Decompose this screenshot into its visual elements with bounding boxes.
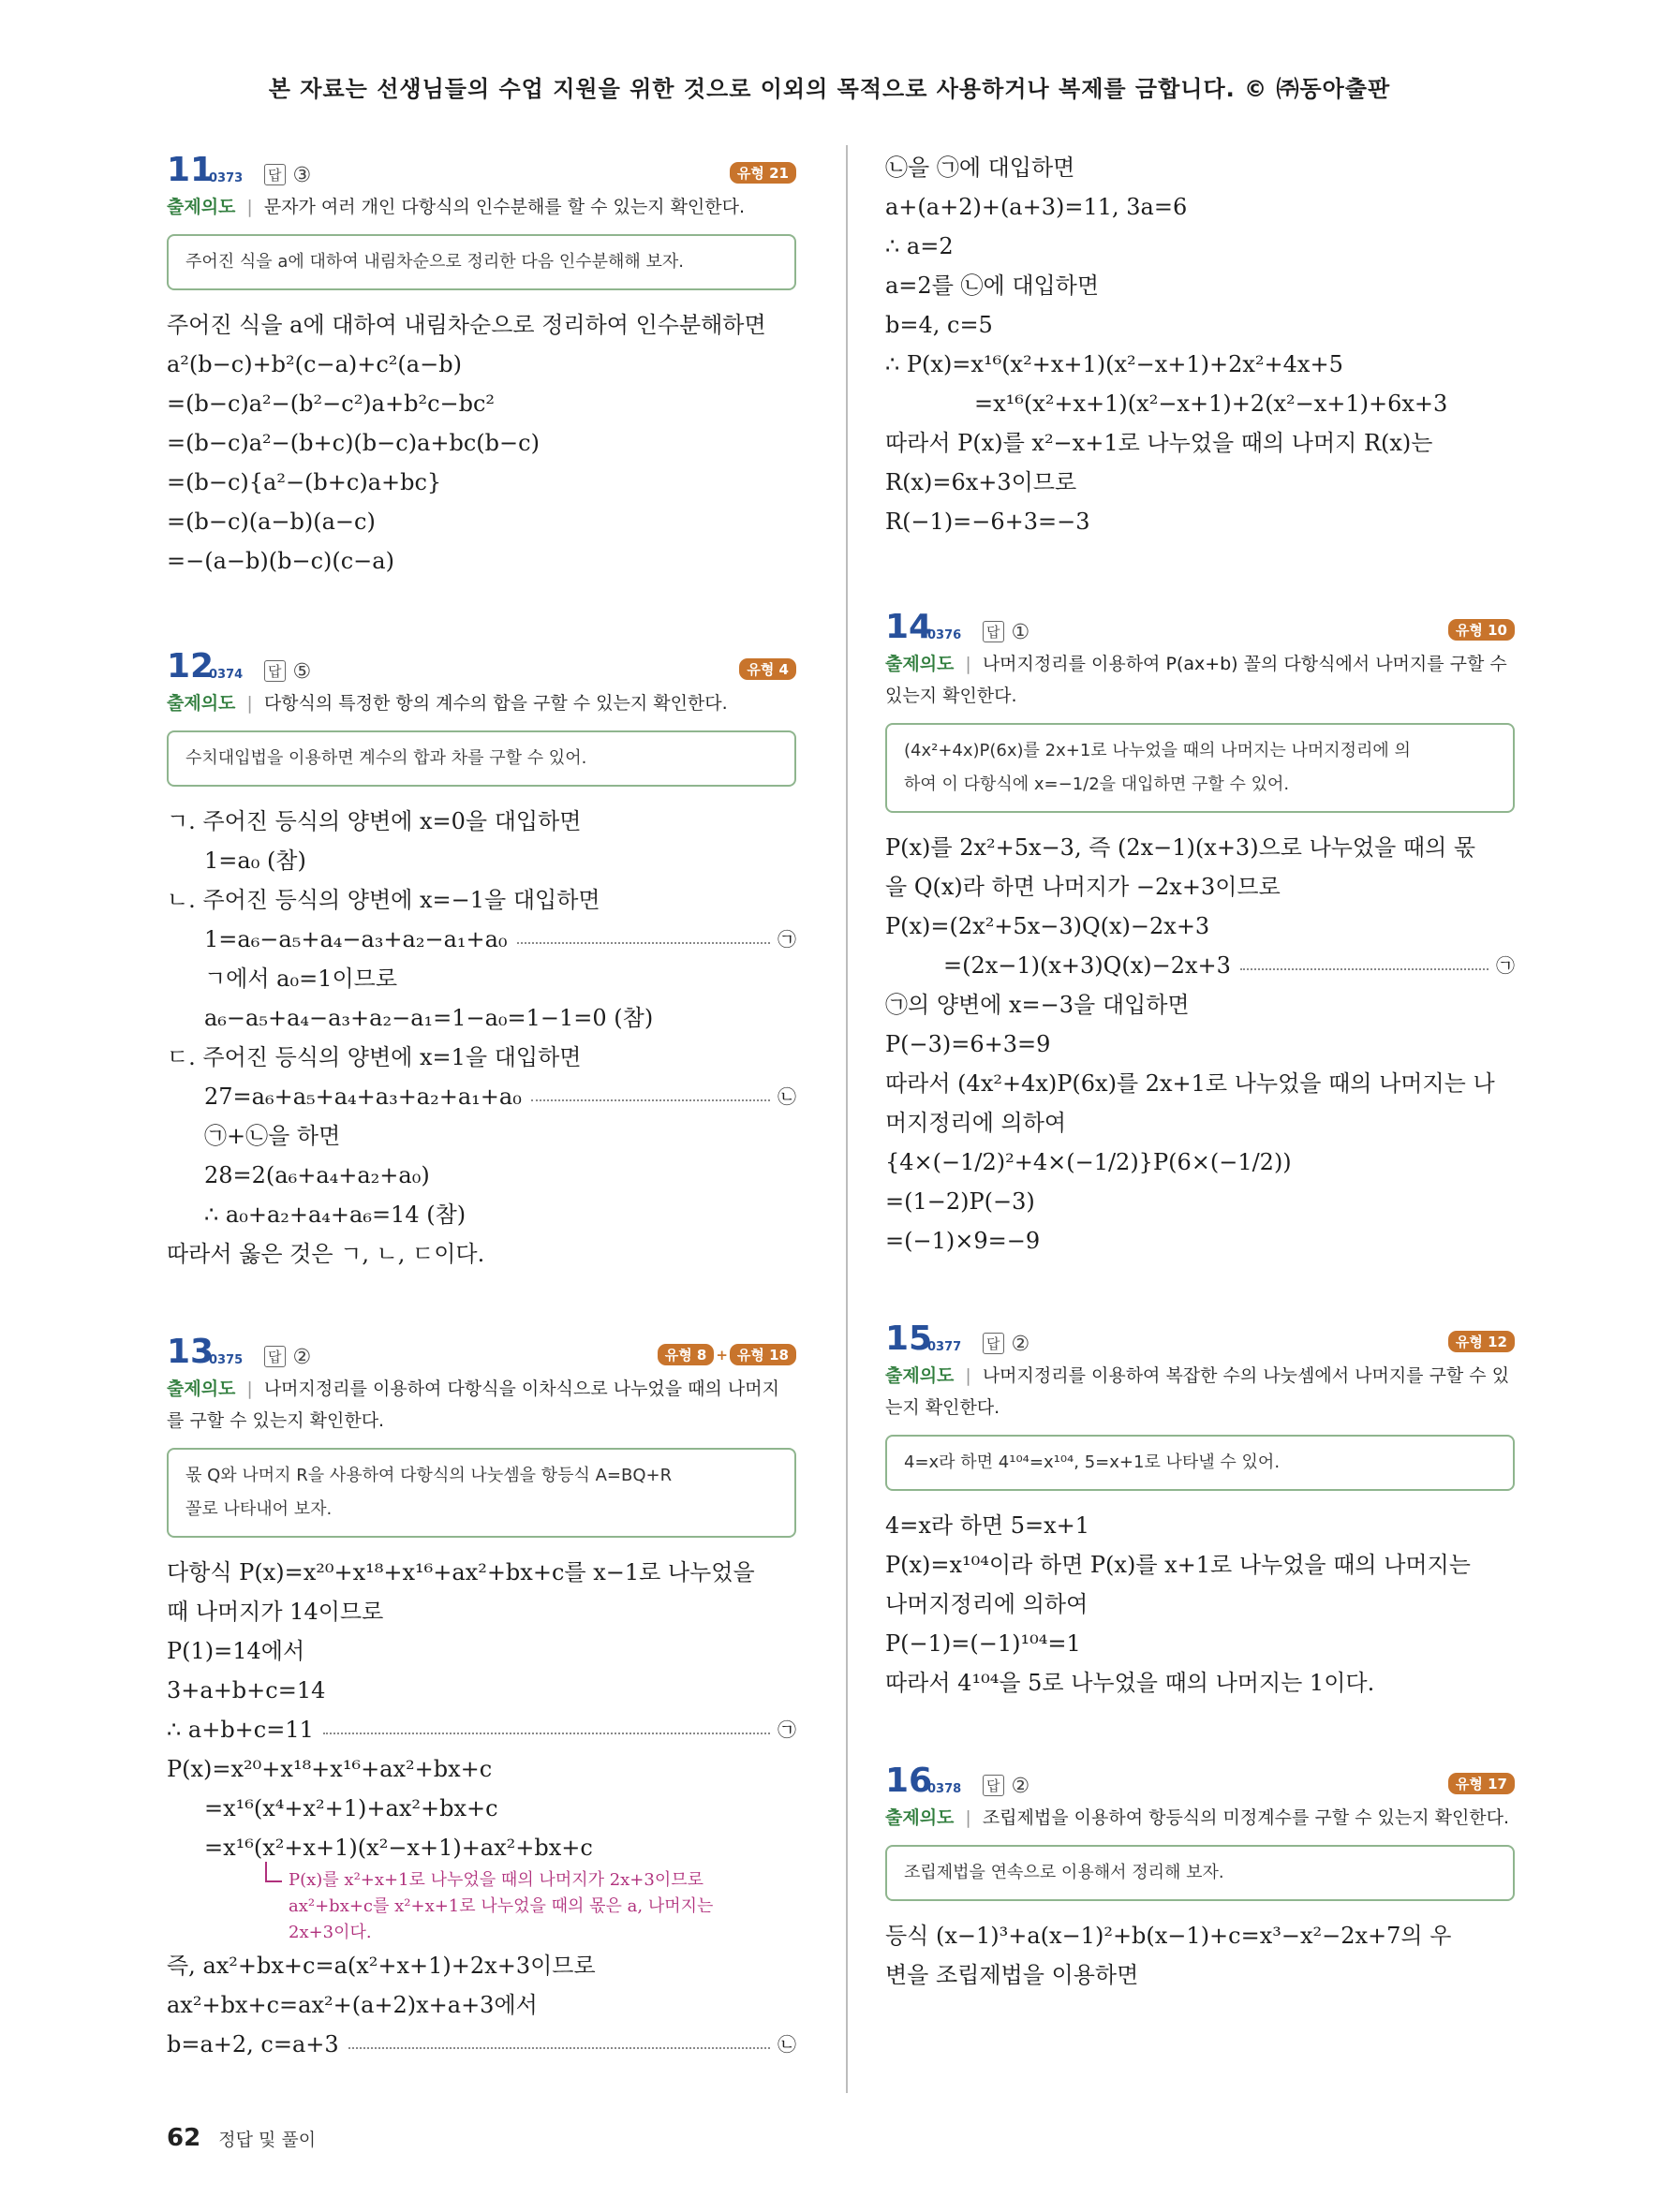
type-tag: 유형 21 <box>730 162 796 184</box>
intent-label: 출제의도 <box>167 1379 236 1399</box>
hint-text: 몫 Q와 나머지 R을 사용하여 다항식의 나눗셈을 항등식 A=BQ+R <box>185 1466 673 1485</box>
problem-header <box>885 605 1515 646</box>
solution-line: =(b−c)(a−b)(a−c) <box>167 509 376 535</box>
problem-14 <box>885 605 1515 1261</box>
problem-intent <box>885 1802 1515 1834</box>
copyright-notice: 본 자료는 선생님들의 수업 지원을 위한 것으로 이외의 목적으로 사용하거나 복제를 금합니다. © ㈜동아출판 <box>268 76 1391 102</box>
problem-intent <box>167 687 796 719</box>
solution-line: P(1)=14에서 <box>167 1638 305 1664</box>
intent-text: 나머지정리를 이용하여 P(ax+b) 꼴의 다항식에서 나머지를 구할 수 있는지 확인한다. <box>885 654 1507 706</box>
hint-box <box>167 234 796 290</box>
type-tags <box>730 162 796 184</box>
problem-11 <box>167 148 796 581</box>
leader-dots <box>1240 968 1489 970</box>
equation-mark: ㉠ <box>1496 954 1515 977</box>
equation-mark: ㉡ <box>778 2033 796 2056</box>
answer <box>264 660 311 684</box>
type-tags <box>739 658 796 680</box>
solution-line: 즉, ax²+bx+c=a(x²+x+1)+2x+3이므로 <box>167 1953 596 1979</box>
answer <box>264 1346 311 1369</box>
answer-label: 답 <box>264 660 286 682</box>
leader-dots <box>323 1733 770 1734</box>
equation-text: ∴ a+b+c=11 <box>167 1717 314 1743</box>
answer <box>983 1333 1029 1356</box>
equation-mark: ㉠ <box>778 928 796 951</box>
solution-line: 다항식 P(x)=x²⁰+x¹⁸+x¹⁶+ax²+bx+c를 x−1로 나누었을 <box>167 1559 755 1585</box>
annotation-note: P(x)를 x²+x+1로 나누었을 때의 나머지가 2x+3이므로 <box>167 1867 796 1894</box>
problem-number: 15 <box>885 1320 933 1358</box>
solution-line: a+(a+2)+(a+3)=11, 3a=6 <box>885 194 1188 220</box>
type-tags <box>658 1344 796 1365</box>
solution-line: ㄱ. 주어진 등식의 양변에 x=0을 대입하면 <box>167 808 582 834</box>
problem-12 <box>167 644 796 1274</box>
solution-line: 따라서 옳은 것은 ㄱ, ㄴ, ㄷ이다. <box>167 1241 485 1267</box>
equation-text: =(2x−1)(x+3)Q(x)−2x+3 <box>943 952 1231 979</box>
intent-separator: | <box>965 654 971 674</box>
solution-line <box>167 2025 796 2064</box>
problem-intent <box>167 191 796 223</box>
intent-separator: | <box>965 1365 971 1386</box>
answer-value: ⑤ <box>292 660 312 684</box>
hint-text: 하여 이 다항식에 x=−1/2을 대입하면 구할 수 있어. <box>904 774 1290 794</box>
leader-dots <box>348 2047 770 2049</box>
hint-text: 주어진 식을 a에 대하여 내림차순으로 정리한 다음 인수분해해 보자. <box>185 252 684 272</box>
intent-label: 출제의도 <box>885 654 955 674</box>
problem-16 <box>885 1759 1515 1995</box>
solution-line: 을 Q(x)라 하면 나머지가 −2x+3이므로 <box>885 874 1281 900</box>
solution-line: R(−1)=−6+3=−3 <box>885 509 1090 535</box>
solution-line: ㄴ. 주어진 등식의 양변에 x=−1을 대입하면 <box>167 887 600 913</box>
solution-line: 머지정리에 의하여 <box>885 1110 1067 1136</box>
solution-line: 따라서 4¹⁰⁴을 5로 나누었을 때의 나머지는 1이다. <box>885 1670 1375 1696</box>
intent-separator: | <box>965 1807 971 1828</box>
solution-line: P(−1)=(−1)¹⁰⁴=1 <box>885 1630 1081 1657</box>
leader-dots <box>531 1099 770 1101</box>
answer-label: 답 <box>983 621 1004 642</box>
intent-separator: | <box>246 197 253 217</box>
type-tags <box>1448 1331 1515 1352</box>
intent-text: 문자가 여러 개인 다항식의 인수분해를 할 수 있는지 확인한다. <box>263 197 746 217</box>
solution-line: ∴ a=2 <box>885 233 954 259</box>
type-tag: 유형 4 <box>739 658 796 680</box>
problem-intent <box>167 1373 796 1437</box>
solution-line: 3+a+b+c=14 <box>167 1677 326 1703</box>
problem-13 <box>167 1330 796 2064</box>
problem-header <box>885 1759 1515 1800</box>
intent-separator: | <box>246 693 253 714</box>
solution-line: =(b−c){a²−(b+c)a+bc} <box>167 469 442 495</box>
solution-line: ㉠+㉡을 하면 <box>204 1123 341 1149</box>
intent-text: 나머지정리를 이용하여 다항식을 이차식으로 나누었을 때의 나머지를 구할 수 있는지 확인한다. <box>167 1379 779 1431</box>
answer-label: 답 <box>983 1775 1004 1796</box>
solution-line: =(1−2)P(−3) <box>885 1188 1035 1215</box>
problem-intent <box>885 1360 1515 1423</box>
answer-value: ① <box>1011 621 1030 644</box>
intent-text: 나머지정리를 이용하여 복잡한 수의 나눗셈에서 나머지를 구할 수 있는지 확인한다. <box>885 1365 1510 1418</box>
solution-line: P(x)=x²⁰+x¹⁸+x¹⁶+ax²+bx+c <box>167 1756 493 1782</box>
problem-header <box>167 148 796 189</box>
intent-text: 조립제법을 이용하여 항등식의 미정계수를 구할 수 있는지 확인한다. <box>982 1807 1510 1828</box>
column-divider <box>846 145 848 2093</box>
answer <box>983 621 1029 644</box>
problem-code: 0373 <box>209 171 244 185</box>
intent-label: 출제의도 <box>885 1807 955 1828</box>
problem-header <box>167 1330 796 1371</box>
solution-line: R(x)=6x+3이므로 <box>885 469 1077 495</box>
answer <box>983 1775 1029 1798</box>
solution-line: P(x)를 2x²+5x−3, 즉 (2x−1)(x+3)으로 나누었을 때의 몫 <box>885 834 1476 861</box>
solution-line: 주어진 식을 a에 대하여 내림차순으로 정리하여 인수분해하면 <box>167 312 766 338</box>
hint-text: 꼴로 나타내어 보자. <box>185 1499 333 1519</box>
solution-line: b=4, c=5 <box>885 312 993 338</box>
hint-text: 4=x라 하면 4¹⁰⁴=x¹⁰⁴, 5=x+1로 나타낼 수 있어. <box>904 1453 1281 1472</box>
problem-code: 0374 <box>209 668 244 682</box>
hint-box <box>885 1845 1515 1901</box>
problem-number: 14 <box>885 608 933 646</box>
solution-line: 따라서 (4x²+4x)P(6x)를 2x+1로 나누었을 때의 나머지는 나 <box>885 1070 1495 1097</box>
solution-line: 등식 (x−1)³+a(x−1)²+b(x−1)+c=x³−x²−2x+7의 우 <box>885 1923 1452 1949</box>
intent-separator: | <box>246 1379 253 1399</box>
solution-line <box>167 1710 796 1749</box>
problem-header <box>885 1317 1515 1358</box>
solution-line: 나머지정리에 의하여 <box>885 1591 1089 1617</box>
hint-box <box>885 1435 1515 1491</box>
answer-label: 답 <box>983 1333 1004 1354</box>
solution-line <box>885 946 1515 985</box>
solution-line: =x¹⁶(x²+x+1)(x²−x+1)+ax²+bx+c <box>204 1835 593 1861</box>
type-tag: 유형 8 <box>658 1344 715 1365</box>
equation-mark: ㉡ <box>778 1085 796 1108</box>
solution-line: ax²+bx+c=ax²+(a+2)x+a+3에서 <box>167 1992 538 2018</box>
right-column <box>885 148 1515 1995</box>
problem-code: 0377 <box>927 1340 962 1354</box>
solution-line: 따라서 P(x)를 x²−x+1로 나누었을 때의 나머지 R(x)는 <box>885 430 1433 456</box>
hint-box <box>885 723 1515 813</box>
solution-line: ㉠의 양변에 x=−3을 대입하면 <box>885 992 1190 1018</box>
answer-value: ③ <box>292 164 312 187</box>
solution-line: P(−3)=6+3=9 <box>885 1031 1051 1057</box>
equation-text: 1=a₆−a₅+a₄−a₃+a₂−a₁+a₀ <box>204 926 508 952</box>
problem-number: 13 <box>167 1333 215 1371</box>
footer-label: 정답 및 풀이 <box>218 2130 317 2150</box>
solution-line: P(x)=(2x²+5x−3)Q(x)−2x+3 <box>885 913 1210 939</box>
solution-line: 4=x라 하면 5=x+1 <box>885 1512 1090 1539</box>
problem-code: 0375 <box>209 1353 244 1367</box>
answer-value: ② <box>292 1346 312 1369</box>
solution-line <box>167 920 796 959</box>
problem-number: 11 <box>167 151 215 189</box>
solution-line: P(x)=x¹⁰⁴이라 하면 P(x)를 x+1로 나누었을 때의 나머지는 <box>885 1552 1471 1578</box>
hint-text: (4x²+4x)P(6x)를 2x+1로 나누었을 때의 나머지는 나머지정리에 의 <box>904 741 1411 760</box>
page-number: 62 <box>167 2124 201 2152</box>
solution-line: =x¹⁶(x⁴+x²+1)+ax²+bx+c <box>204 1795 498 1821</box>
problem-number: 12 <box>167 647 215 686</box>
equation-text: b=a+2, c=a+3 <box>167 2031 339 2057</box>
solution-line: =x¹⁶(x²+x+1)(x²−x+1)+2(x²−x+1)+6x+3 <box>974 391 1448 417</box>
left-column <box>167 148 796 2064</box>
problem-code: 0376 <box>927 628 962 642</box>
intent-text: 다항식의 특정한 항의 계수의 합을 구할 수 있는지 확인한다. <box>263 693 728 714</box>
tag-plus: + <box>716 1347 728 1364</box>
page-footer <box>167 2124 316 2152</box>
solution-line: 때 나머지가 14이므로 <box>167 1599 384 1625</box>
problem-code: 0378 <box>927 1782 962 1796</box>
solution-line: =(−1)×9=−9 <box>885 1228 1041 1254</box>
hint-box <box>167 730 796 787</box>
solution-line: a²(b−c)+b²(c−a)+c²(a−b) <box>167 351 462 377</box>
intent-label: 출제의도 <box>885 1365 955 1386</box>
type-tags <box>1448 619 1515 641</box>
intent-label: 출제의도 <box>167 197 236 217</box>
answer <box>264 164 311 187</box>
type-tag: 유형 17 <box>1448 1773 1515 1794</box>
solution-line: =−(a−b)(b−c)(c−a) <box>167 548 394 574</box>
solution-line: a=2를 ㉡에 대입하면 <box>885 273 1100 299</box>
answer-label: 답 <box>264 1346 286 1367</box>
answer-label: 답 <box>264 164 286 185</box>
problem-number: 16 <box>885 1762 933 1800</box>
intent-label: 출제의도 <box>167 693 236 714</box>
solution-line: ∴ P(x)=x¹⁶(x²+x+1)(x²−x+1)+2x²+4x+5 <box>885 351 1343 377</box>
type-tag: 유형 10 <box>1448 619 1515 641</box>
solution-line: 1=a₀ (참) <box>204 848 306 874</box>
answer-value: ② <box>1011 1333 1030 1356</box>
leader-dots <box>517 942 770 944</box>
annotation-note: ax²+bx+c를 x²+x+1로 나누었을 때의 몫은 a, 나머지는 <box>289 1896 714 1916</box>
solution-line <box>167 1077 796 1116</box>
problem-13-continued <box>885 148 1515 541</box>
solution-line: =(b−c)a²−(b+c)(b−c)a+bc(b−c) <box>167 430 540 456</box>
type-tags <box>1448 1773 1515 1794</box>
solution-line: 28=2(a₆+a₄+a₂+a₀) <box>204 1162 430 1188</box>
solution-line: {4×(−1/2)²+4×(−1/2)}P(6×(−1/2)) <box>885 1149 1292 1175</box>
problem-intent <box>885 648 1515 712</box>
equation-text: 27=a₆+a₅+a₄+a₃+a₂+a₁+a₀ <box>204 1084 522 1110</box>
hint-text: 수치대입법을 이용하면 계수의 합과 차를 구할 수 있어. <box>185 748 587 768</box>
solution-line: =(b−c)a²−(b²−c²)a+b²c−bc² <box>167 391 496 417</box>
solution-line: ㄷ. 주어진 등식의 양변에 x=1을 대입하면 <box>167 1044 582 1070</box>
solution-line: ㉡을 ㉠에 대입하면 <box>885 155 1075 181</box>
problem-header <box>167 644 796 686</box>
answer-value: ② <box>1011 1775 1030 1798</box>
solution-line: 변을 조립제법을 이용하면 <box>885 1962 1139 1988</box>
hint-text: 조립제법을 연속으로 이용해서 정리해 보자. <box>904 1863 1224 1882</box>
equation-mark: ㉠ <box>778 1718 796 1741</box>
problem-15 <box>885 1317 1515 1703</box>
annotation-note: 2x+3이다. <box>289 1923 372 1942</box>
hint-box <box>167 1448 796 1538</box>
solution-line: ∴ a₀+a₂+a₄+a₆=14 (참) <box>204 1202 467 1228</box>
solution-line: a₆−a₅+a₄−a₃+a₂−a₁=1−a₀=1−1=0 (참) <box>204 1005 654 1031</box>
type-tag: 유형 12 <box>1448 1331 1515 1352</box>
type-tag: 유형 18 <box>730 1344 796 1365</box>
solution-line: ㄱ에서 a₀=1이므로 <box>204 966 398 992</box>
